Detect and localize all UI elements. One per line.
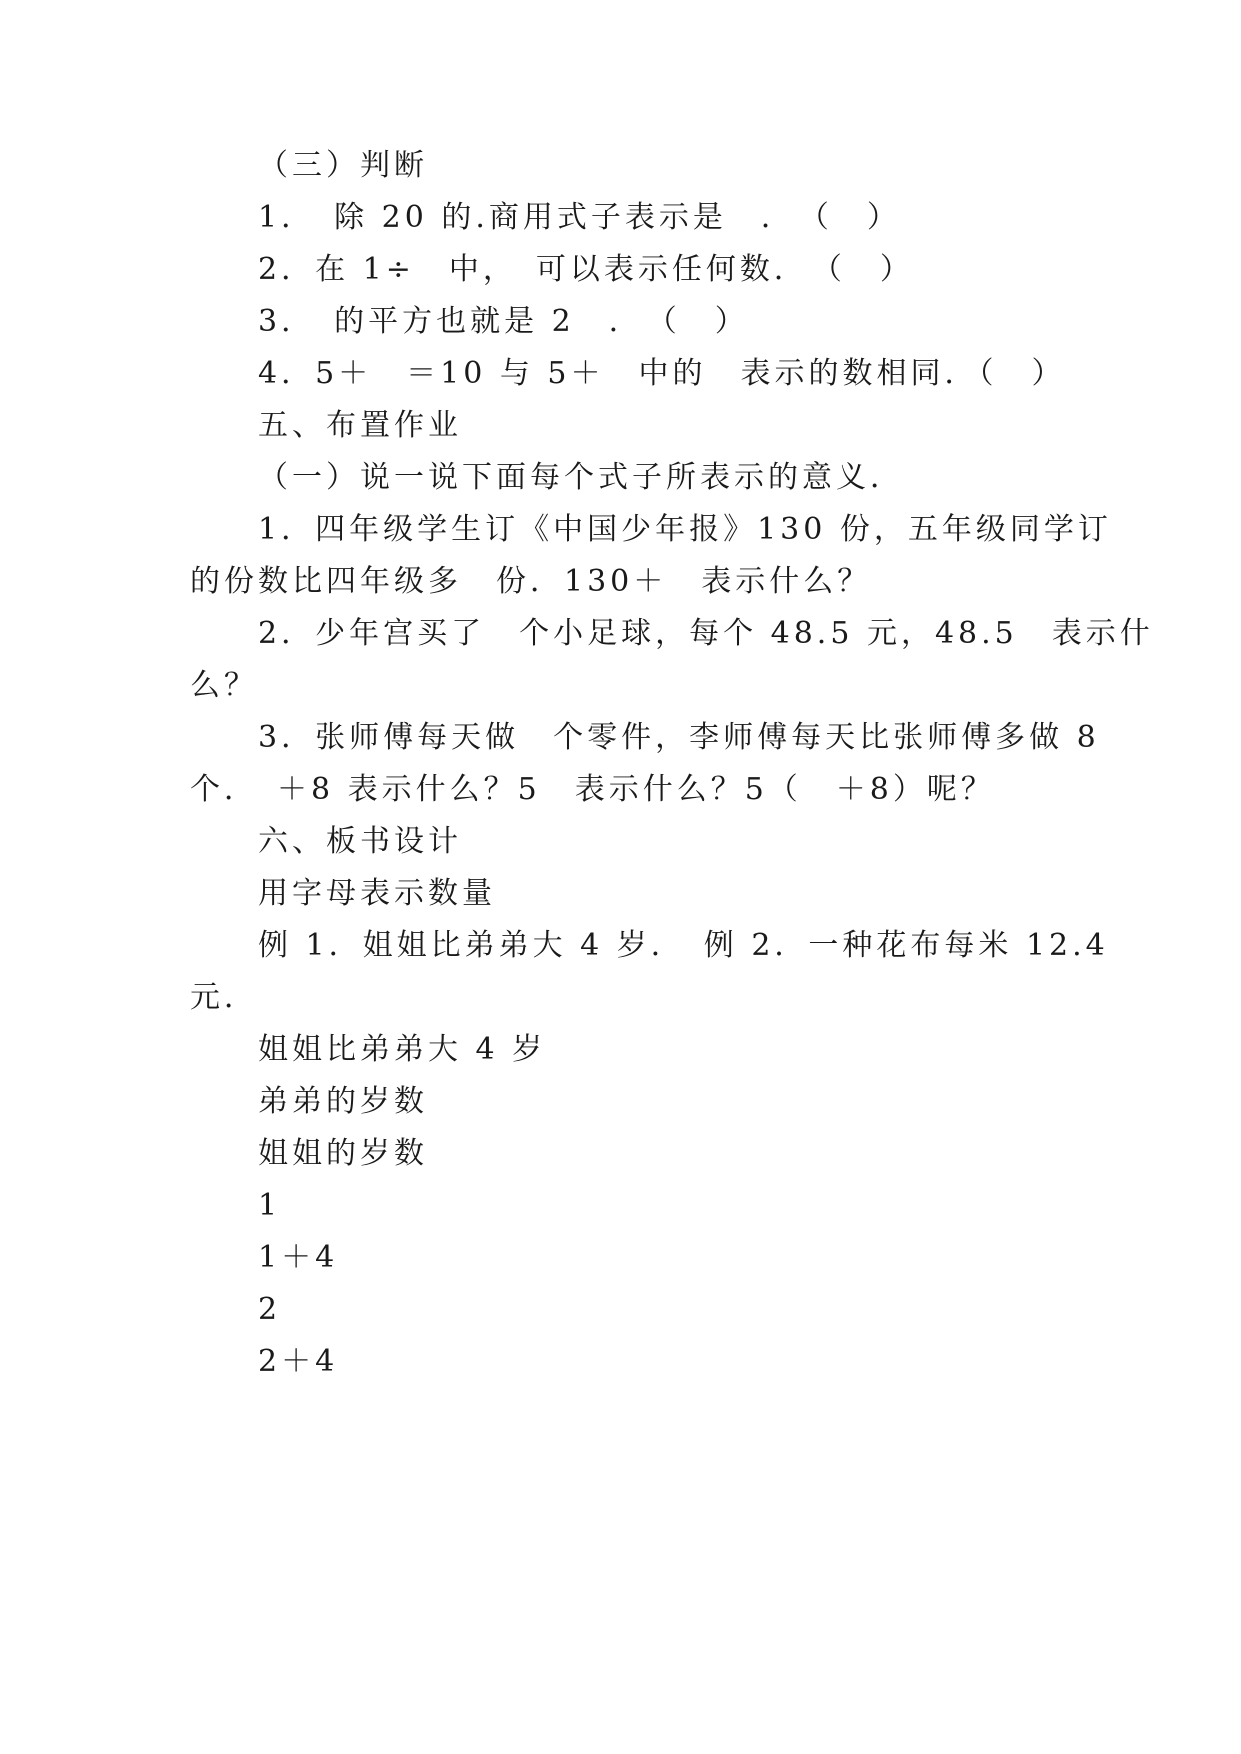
- homework-subheading: （一）说一说下面每个式子所表示的意义．: [258, 460, 904, 495]
- judgement-item-1: 1． 除 20 的.商用式子表示是 ． （ ）: [258, 200, 901, 235]
- judgement-item-2: 2．在 1÷ 中， 可以表示任何数． （ ）: [258, 252, 914, 287]
- board-statement: 姐姐比弟弟大 4 岁: [258, 1032, 547, 1067]
- section-heading-board-design: 六、板书设计: [258, 824, 462, 859]
- board-value-2-plus-4: 2＋4: [258, 1344, 339, 1379]
- board-label-younger-age: 弟弟的岁数: [258, 1084, 428, 1119]
- board-value-2: 2: [258, 1292, 282, 1327]
- section-heading-judgement: （三）判断: [258, 148, 428, 183]
- homework-item-2-line-1: 2．少年宫买了 个小足球，每个 48.5 元，48.5 表示什: [258, 616, 1154, 651]
- board-value-1-plus-4: 1＋4: [258, 1240, 339, 1275]
- section-heading-homework: 五、布置作业: [258, 408, 462, 443]
- board-value-1: 1: [258, 1188, 282, 1223]
- homework-item-3-line-1: 3．张师傅每天做 个零件，李师傅每天比张师傅多做 8: [258, 720, 1100, 755]
- homework-item-2-line-2: 么？: [190, 668, 258, 703]
- board-label-older-age: 姐姐的岁数: [258, 1136, 428, 1171]
- board-title: 用字母表示数量: [258, 876, 496, 911]
- homework-item-1-line-2: 的份数比四年级多 份．130＋ 表示什么？: [190, 564, 872, 599]
- board-examples-line-1: 例 1．姐姐比弟弟大 4 岁． 例 2．一种花布每米 12.4: [258, 928, 1109, 963]
- judgement-item-4: 4．5＋ ＝10 与 5＋ 中的 表示的数相同．（ ）: [258, 356, 1066, 391]
- judgement-item-3: 3． 的平方也就是 2 ． （ ）: [258, 304, 749, 339]
- homework-item-3-line-2: 个． ＋8 表示什么？5 表示什么？5（ ＋8）呢？: [190, 772, 995, 807]
- homework-item-1-line-1: 1．四年级学生订《中国少年报》130 份，五年级同学订: [258, 512, 1112, 547]
- board-examples-line-2: 元．: [190, 980, 258, 1015]
